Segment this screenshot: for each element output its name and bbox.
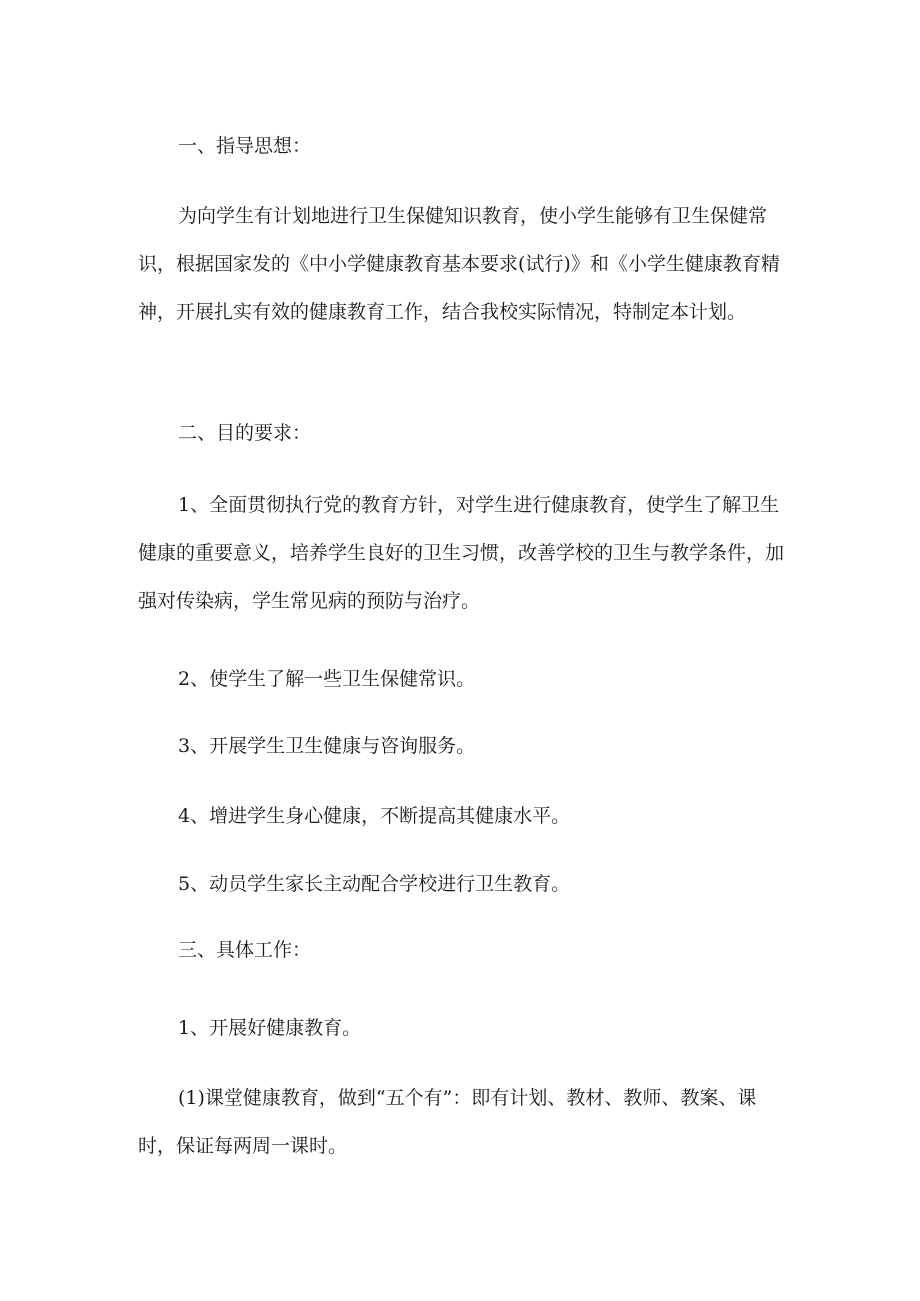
paragraph-guiding-ideology: 为向学生有计划地进行卫生保健知识教育，使小学生能够有卫生保健常识，根据国家发的《中小学健康教育基本要求(试行)》和《小学生健康教育精神，开展扎实有效的健康教育工作，结合我校实际情况，特制定本计划。	[138, 205, 780, 323]
objective-item-2: 2、使学生了解一些卫生保健常识。	[178, 668, 476, 690]
objective-item-1: 1、全面贯彻执行党的教育方针，对学生进行健康教育，使学生了解卫生健康的重要意义，培养学生良好的卫生习惯，改善学校的卫生与教学条件，加强对传染病，学生常见病的预防与治疗。	[138, 494, 785, 612]
objective-item-4: 4、增进学生身心健康，不断提高其健康水平。	[178, 805, 571, 827]
work-item-1-sub-1: (1)课堂健康教育，做到“五个有”：即有计划、教材、教师、教案、课时，保证每两周一课时。	[138, 1087, 757, 1157]
section-heading-guiding-ideology: 一、指导思想：	[178, 135, 312, 157]
objective-item-5: 5、动员学生家长主动配合学校进行卫生教育。	[178, 873, 571, 895]
work-item-1: 1、开展好健康教育。	[178, 1017, 362, 1039]
section-heading-specific-work: 三、具体工作：	[178, 939, 312, 961]
objective-item-3: 3、开展学生卫生健康与咨询服务。	[178, 735, 476, 757]
section-heading-objectives: 二、目的要求：	[178, 422, 312, 444]
